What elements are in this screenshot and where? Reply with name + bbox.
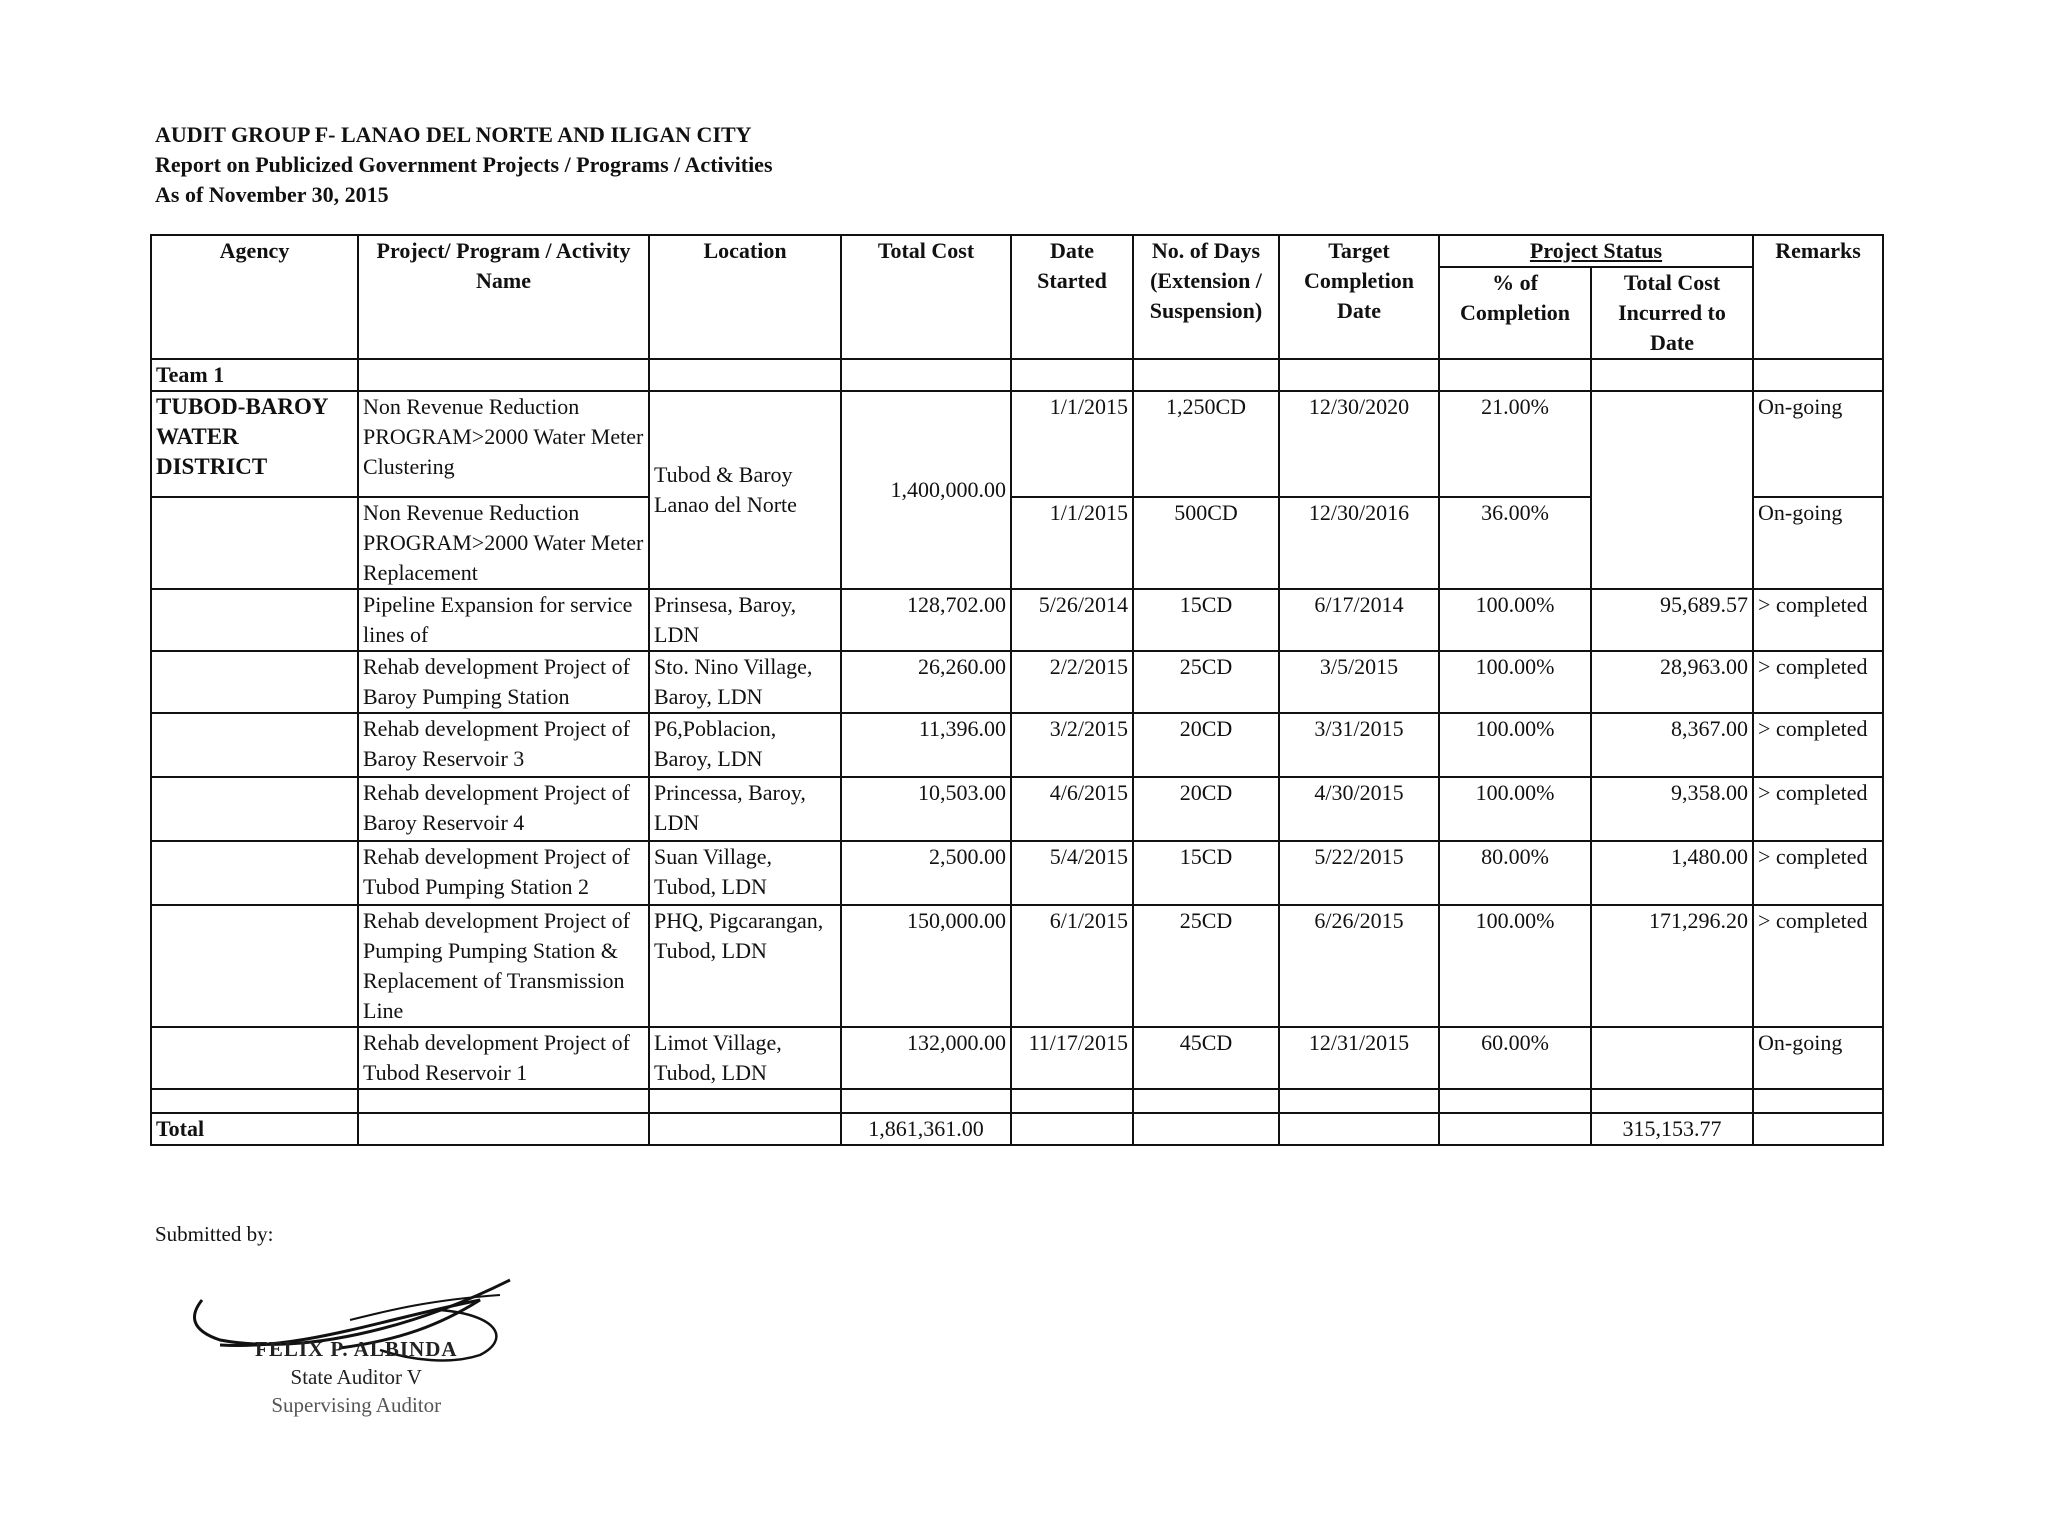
cell-incurred (1591, 391, 1753, 589)
cell-days: 1,250CD (1133, 391, 1279, 497)
table-row (151, 391, 1883, 497)
team-row (151, 359, 1883, 391)
col-header-location: Location (649, 235, 841, 359)
cell-days: 15CD (1133, 841, 1279, 905)
cell-project: Rehab development Project of Baroy Pumping Station (358, 651, 649, 713)
table-row (151, 841, 1883, 905)
cell-total-cost: 11,396.00 (841, 713, 1011, 777)
submitted-by-label: Submitted by: (155, 1222, 274, 1246)
table-row (151, 713, 1883, 777)
cell-total-cost: 2,500.00 (841, 841, 1011, 905)
cell-project: Rehab development Project of Tubod Pumping Station 2 (358, 841, 649, 905)
cell-target: 6/17/2014 (1279, 589, 1439, 651)
cell-date-started: 2/2/2015 (1011, 651, 1133, 713)
cell-remarks: > completed (1753, 905, 1883, 1027)
col-header-target: Target Completion Date (1279, 235, 1439, 359)
cell-pct: 60.00% (1439, 1027, 1591, 1089)
signer-name: FELIX P. ALBINDA (255, 1337, 458, 1361)
team-label: Team 1 (151, 359, 358, 391)
col-header-incurred: Total Cost Incurred to Date (1591, 267, 1753, 359)
cell-location: P6,Poblacion, Baroy, LDN (649, 713, 841, 777)
cell-incurred: 8,367.00 (1591, 713, 1753, 777)
cell-project: Rehab development Project of Tubod Reservoir 1 (358, 1027, 649, 1089)
cell-remarks: On-going (1753, 497, 1883, 589)
col-header-remarks: Remarks (1753, 235, 1883, 359)
total-incurred: 315,153.77 (1591, 1113, 1753, 1145)
total-cost: 1,861,361.00 (841, 1113, 1011, 1145)
cell-pct: 100.00% (1439, 713, 1591, 777)
cell-pct: 100.00% (1439, 777, 1591, 841)
cell-date-started: 11/17/2015 (1011, 1027, 1133, 1089)
cell-remarks: On-going (1753, 1027, 1883, 1089)
cell-pct: 36.00% (1439, 497, 1591, 589)
cell-days: 15CD (1133, 589, 1279, 651)
cell-remarks: > completed (1753, 713, 1883, 777)
col-header-total-cost: Total Cost (841, 235, 1011, 359)
cell-total-cost: 26,260.00 (841, 651, 1011, 713)
cell-days: 25CD (1133, 651, 1279, 713)
col-header-project: Project/ Program / Activity Name (358, 235, 649, 359)
cell-total-cost: 1,400,000.00 (841, 391, 1011, 589)
cell-remarks: > completed (1753, 651, 1883, 713)
cell-target: 5/22/2015 (1279, 841, 1439, 905)
table-row (151, 905, 1883, 1027)
cell-remarks: > completed (1753, 589, 1883, 651)
cell-remarks: On-going (1753, 391, 1883, 497)
cell-location: Limot Village, Tubod, LDN (649, 1027, 841, 1089)
cell-project: Rehab development Project of Pumping Pumping Station & Replacement of Transmission Line (358, 905, 649, 1027)
cell-date-started: 3/2/2015 (1011, 713, 1133, 777)
cell-remarks: > completed (1753, 777, 1883, 841)
cell-target: 3/31/2015 (1279, 713, 1439, 777)
cell-location: Princessa, Baroy, LDN (649, 777, 841, 841)
cell-incurred: 1,480.00 (1591, 841, 1753, 905)
cell-target: 12/31/2015 (1279, 1027, 1439, 1089)
cell-days: 20CD (1133, 713, 1279, 777)
cell-date-started: 5/26/2014 (1011, 589, 1133, 651)
signer-subtitle: Supervising Auditor (271, 1393, 442, 1417)
agency-name: TUBOD-BAROY WATER DISTRICT (151, 391, 358, 497)
cell-target: 3/5/2015 (1279, 651, 1439, 713)
cell-target: 4/30/2015 (1279, 777, 1439, 841)
header-line-3: As of November 30, 2015 (155, 182, 389, 207)
total-label: Total (151, 1113, 358, 1145)
cell-location: Sto. Nino Village, Baroy, LDN (649, 651, 841, 713)
projects-table (150, 234, 1884, 1146)
cell-remarks: > completed (1753, 841, 1883, 905)
cell-project: Non Revenue Reduction PROGRAM>2000 Water Meter Replacement (358, 497, 649, 589)
table-row (151, 1027, 1883, 1089)
cell-date-started: 6/1/2015 (1011, 905, 1133, 1027)
cell-target: 6/26/2015 (1279, 905, 1439, 1027)
cell-total-cost: 128,702.00 (841, 589, 1011, 651)
cell-incurred: 171,296.20 (1591, 905, 1753, 1027)
header-line-2: Report on Publicized Government Projects / Programs / Activities (155, 152, 773, 177)
total-row (151, 1113, 1883, 1145)
cell-date-started: 1/1/2015 (1011, 497, 1133, 589)
cell-date-started: 5/4/2015 (1011, 841, 1133, 905)
cell-location: PHQ, Pigcarangan, Tubod, LDN (649, 905, 841, 1027)
cell-days: 45CD (1133, 1027, 1279, 1089)
header-line-1: AUDIT GROUP F- LANAO DEL NORTE AND ILIGAN CITY (155, 122, 752, 147)
cell-project: Rehab development Project of Baroy Reservoir 3 (358, 713, 649, 777)
table-row (151, 777, 1883, 841)
cell-incurred: 28,963.00 (1591, 651, 1753, 713)
cell-total-cost: 132,000.00 (841, 1027, 1011, 1089)
signer-title: State Auditor V (290, 1365, 422, 1389)
cell-target: 12/30/2016 (1279, 497, 1439, 589)
cell-location: Prinsesa, Baroy, LDN (649, 589, 841, 651)
cell-pct: 100.00% (1439, 589, 1591, 651)
cell-pct: 21.00% (1439, 391, 1591, 497)
cell-days: 500CD (1133, 497, 1279, 589)
cell-date-started: 1/1/2015 (1011, 391, 1133, 497)
cell-incurred: 9,358.00 (1591, 777, 1753, 841)
cell-date-started: 4/6/2015 (1011, 777, 1133, 841)
header-row-1 (151, 235, 1883, 267)
cell-incurred: 95,689.57 (1591, 589, 1753, 651)
col-header-agency: Agency (151, 235, 358, 359)
signer-block (255, 1335, 458, 1419)
col-header-project-status: Project Status (1439, 235, 1753, 267)
cell-location: Tubod & Baroy Lanao del Norte (649, 391, 841, 589)
cell-days: 25CD (1133, 905, 1279, 1027)
cell-pct: 80.00% (1439, 841, 1591, 905)
cell-project: Non Revenue Reduction PROGRAM>2000 Water Meter Clustering (358, 391, 649, 497)
table-row (151, 651, 1883, 713)
report-header (155, 120, 773, 210)
col-header-date-started: Date Started (1011, 235, 1133, 359)
col-header-days: No. of Days (Extension / Suspension) (1133, 235, 1279, 359)
cell-days: 20CD (1133, 777, 1279, 841)
cell-project: Rehab development Project of Baroy Reservoir 4 (358, 777, 649, 841)
col-header-pct: % of Completion (1439, 267, 1591, 359)
table-row (151, 589, 1883, 651)
cell-pct: 100.00% (1439, 905, 1591, 1027)
cell-total-cost: 150,000.00 (841, 905, 1011, 1027)
cell-incurred (1591, 1027, 1753, 1089)
cell-location: Suan Village, Tubod, LDN (649, 841, 841, 905)
cell-target: 12/30/2020 (1279, 391, 1439, 497)
cell-agency-empty (151, 497, 358, 589)
cell-total-cost: 10,503.00 (841, 777, 1011, 841)
cell-pct: 100.00% (1439, 651, 1591, 713)
blank-row (151, 1089, 1883, 1113)
cell-project: Pipeline Expansion for service lines of (358, 589, 649, 651)
